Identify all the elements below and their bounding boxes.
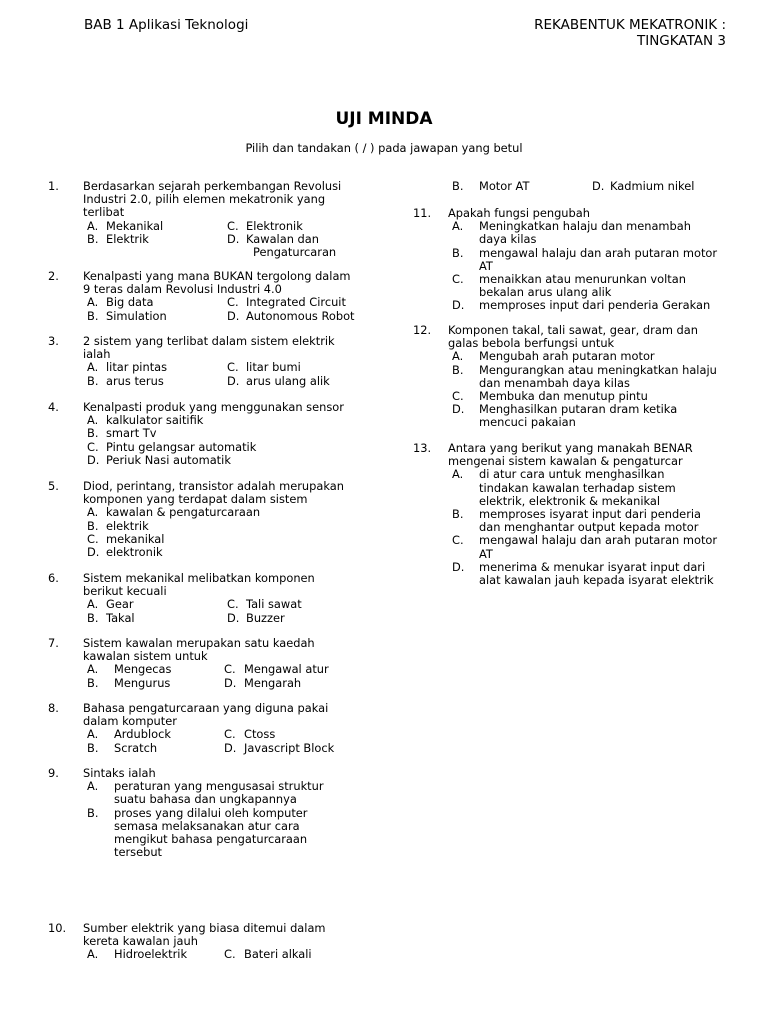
option-text: peraturan yang mengusasai struktur (114, 779, 324, 794)
option-label: A. (87, 505, 99, 520)
question-text: 9 teras dalam Revolusi Industri 4.0 (83, 282, 282, 297)
option-label: B. (87, 610, 99, 625)
option-label: C. (227, 218, 239, 233)
option-label: B. (452, 245, 464, 260)
option-label: D. (227, 308, 240, 323)
option-label: D. (224, 675, 237, 690)
option-text: mengikut bahasa pengaturcaraan (114, 832, 308, 846)
option-label: A. (87, 218, 99, 233)
option-text: Menghasilkan putaran dram ketika (479, 402, 678, 417)
option-text: elektronik (106, 545, 163, 559)
question-text: berikut kecuali (83, 584, 167, 599)
option-label: D. (227, 610, 240, 625)
question-number: 8. (48, 701, 59, 715)
option-label: B. (87, 373, 99, 388)
option-label: C. (224, 662, 236, 677)
option-text: Mengurus (114, 675, 171, 690)
option-text: Motor AT (479, 179, 530, 193)
option-text: daya kilas (479, 232, 537, 247)
header-subject: BAB 1 Aplikasi Teknologi (84, 17, 249, 33)
option-text: AT (479, 258, 493, 273)
option-text-continued: Pengaturcaran (253, 245, 337, 259)
option-label: A. (452, 349, 464, 364)
question-text: mengenai sistem kawalan & pengaturcar (448, 454, 683, 469)
option-text: Mengurangkan atau meningkatkan halaju (479, 362, 717, 377)
option-text: AT (479, 546, 493, 561)
question-text: Industri 2.0, pilih elemen mekatronik yang (83, 192, 326, 207)
question-text: Apakah fungsi pengubah (448, 206, 590, 220)
question-text: dalam komputer (83, 714, 177, 729)
option-label: D. (592, 179, 605, 193)
question-number: 6. (48, 571, 59, 585)
option-label: A. (87, 779, 99, 794)
option-text: Bateri alkali (244, 947, 312, 962)
option-text: Membuka dan menutup pintu (479, 389, 648, 403)
option-label: A. (87, 947, 99, 962)
option-text: kalkulator saitifik (106, 413, 204, 428)
option-text: bekalan arus ulang alik (479, 285, 612, 300)
option-label: C. (452, 533, 464, 548)
option-text: Meningkatkan halaju dan menambah (479, 219, 691, 234)
option-text: alat kawalan jauh kepada isyarat elektrik (479, 573, 714, 587)
option-text: dan menghantar output kepada motor (479, 520, 699, 535)
question-text: Kenalpasti yang mana BUKAN tergolong dalam (83, 269, 351, 283)
question-text: Bahasa pengaturcaraan yang diguna pakai (83, 701, 329, 715)
option-text: Simulation (106, 308, 167, 323)
option-text: mengawal halaju dan arah putaran motor (479, 245, 718, 260)
option-text: litar bumi (246, 360, 301, 375)
option-text: dan menambah daya kilas (479, 375, 630, 390)
option-label: A. (87, 597, 99, 612)
option-label: A. (87, 727, 99, 742)
option-text: suatu bahasa dan ungkapannya (114, 792, 297, 807)
option-text: Big data (106, 295, 154, 310)
question-text: kereta kawalan jauh (83, 934, 198, 949)
option-text: Scratch (114, 740, 158, 755)
option-text: Kadmium nikel (610, 179, 695, 193)
question-text: 2 sistem yang terlibat dalam sistem elektrik (83, 334, 335, 348)
option-text: Mengarah (244, 675, 302, 690)
question-text: Diod, perintang, transistor adalah merupakan (83, 479, 344, 493)
question-number: 9. (48, 766, 59, 780)
question-number: 5. (48, 479, 59, 493)
option-text: Takal (106, 610, 135, 625)
option-text: mencuci pakaian (479, 415, 576, 430)
instruction-text: Pilih dan tandakan ( / ) pada jawapan yang betul (245, 141, 523, 155)
option-text: Mengubah arah putaran motor (479, 349, 655, 364)
option-text: Mengawal atur (244, 662, 329, 677)
question-text: galas bebola berfungsi untuk (448, 336, 615, 351)
question-number: 11. (413, 206, 432, 220)
option-label: A. (452, 467, 464, 482)
question-number: 7. (48, 636, 59, 650)
option-label: C. (227, 597, 239, 612)
option-label: A. (87, 295, 99, 310)
option-text: Mekanikal (106, 218, 164, 233)
option-text: Mengecas (114, 662, 172, 677)
option-text: Ctoss (244, 727, 276, 742)
option-label: B. (87, 308, 99, 323)
option-label: A. (87, 662, 99, 677)
option-label: B. (87, 518, 99, 533)
option-label: C. (224, 947, 236, 962)
option-label: A. (452, 219, 464, 234)
option-text: menerima & menukar isyarat input dari (479, 559, 706, 574)
option-label: C. (87, 531, 99, 546)
option-text: elektrik (106, 518, 149, 533)
option-text: Integrated Circuit (246, 295, 346, 310)
option-label: D. (452, 298, 465, 313)
option-text: di atur cara untuk menghasilkan (479, 467, 665, 482)
option-label: D. (452, 402, 465, 417)
option-label: B. (87, 231, 99, 246)
question-number: 2. (48, 269, 59, 283)
question-text: Sistem mekanikal melibatkan komponen (83, 571, 315, 585)
option-label: D. (452, 559, 465, 574)
option-label: B. (87, 426, 99, 441)
option-text: smart Tv (106, 426, 157, 441)
option-text: litar pintas (106, 360, 168, 375)
option-text: Ardublock (114, 727, 171, 742)
option-label: B. (452, 179, 464, 193)
option-text: tindakan kawalan terhadap sistem (479, 480, 676, 495)
option-text: kawalan & pengaturcaraan (106, 505, 261, 520)
option-label: B. (452, 507, 464, 521)
option-label: A. (87, 360, 99, 375)
option-text: menaikkan atau menurunkan voltan (479, 272, 686, 286)
option-label: C. (452, 389, 464, 403)
option-label: B. (87, 740, 99, 755)
option-label: D. (224, 740, 237, 755)
option-text: Elektrik (106, 231, 149, 246)
option-text: Kawalan dan (246, 231, 319, 246)
option-label: D. (87, 545, 100, 559)
question-text: komponen yang terdapat dalam sistem (83, 492, 308, 507)
option-label: C. (227, 295, 239, 310)
option-text: tersebut (114, 845, 163, 860)
question-text: kawalan sistem untuk (83, 649, 208, 664)
header-course (534, 17, 726, 49)
page-title: UJI MINDA (335, 109, 433, 129)
option-text: arus ulang alik (246, 373, 330, 388)
option-text: Hidroelektrik (114, 947, 188, 962)
question-number: 13. (413, 441, 432, 455)
option-text: semasa melaksanakan atur cara (114, 818, 300, 833)
question-text: Sintaks ialah (83, 766, 156, 780)
option-text: elektrik, elektronik & mekanikal (479, 493, 661, 508)
header-course-line1: REKABENTUK MEKATRONIK : (534, 17, 726, 33)
option-text: memproses input dari penderia Gerakan (479, 298, 711, 313)
option-text: Periuk Nasi automatik (106, 452, 231, 467)
option-label: C. (87, 439, 99, 454)
option-label: B. (87, 675, 99, 690)
option-text: memproses isyarat input dari penderia (479, 507, 702, 521)
option-text: Autonomous Robot (246, 308, 355, 323)
option-label: B. (87, 805, 99, 820)
option-text: Javascript Block (244, 740, 335, 755)
option-text: Elektronik (246, 218, 303, 233)
option-text: mengawal halaju dan arah putaran motor (479, 533, 718, 548)
option-label: D. (227, 373, 240, 388)
question-number: 1. (48, 179, 59, 193)
question-text: Sistem kawalan merupakan satu kaedah (83, 636, 315, 650)
option-label: C. (224, 727, 236, 742)
option-text: Buzzer (246, 610, 285, 625)
option-text: arus terus (106, 373, 164, 388)
option-label: D. (227, 231, 240, 246)
question-text: ialah (83, 347, 111, 362)
option-text: mekanikal (106, 531, 165, 546)
question-number: 4. (48, 400, 59, 414)
option-label: D. (87, 452, 100, 467)
option-text: Gear (106, 597, 134, 612)
option-label: C. (452, 272, 464, 286)
option-label: B. (452, 362, 464, 377)
question-text: Kenalpasti produk yang menggunakan sensor (83, 400, 344, 414)
option-text: Tali sawat (246, 597, 302, 612)
question-number: 10. (48, 921, 67, 935)
option-text: Pintu gelangsar automatik (106, 439, 257, 454)
question-text: Berdasarkan sejarah perkembangan Revolusi (83, 179, 342, 193)
header-course-line2: TINGKATAN 3 (636, 33, 726, 49)
question-number: 3. (48, 334, 59, 348)
question-number: 12. (413, 323, 432, 337)
question-text: terlibat (83, 205, 125, 220)
option-text: proses yang dilalui oleh komputer (114, 805, 308, 820)
question-text: Komponen takal, tali sawat, gear, dram dan (448, 323, 698, 337)
question-text: Antara yang berikut yang manakah BENAR (448, 441, 693, 455)
question-text: Sumber elektrik yang biasa ditemui dalam (83, 921, 326, 935)
option-label: A. (87, 413, 99, 428)
option-label: C. (227, 360, 239, 375)
